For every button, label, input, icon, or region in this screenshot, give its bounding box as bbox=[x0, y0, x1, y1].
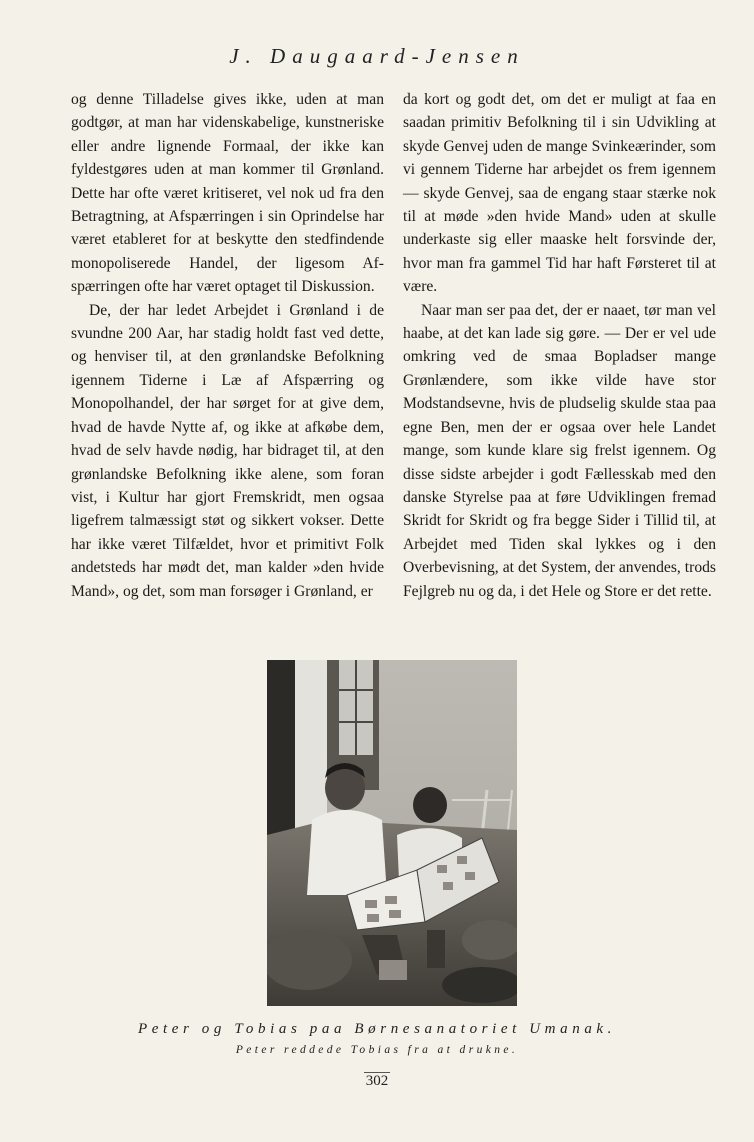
page-number bbox=[0, 1073, 754, 1090]
figure-subcaption: Peter reddede Tobias fra at drukne. bbox=[235, 1044, 519, 1056]
figure-caption: Peter og Tobias paa Børnesanatoriet Umanak. bbox=[137, 1021, 617, 1037]
paragraph: De, der har ledet Arbejdet i Grønland i de svundne 200 Aar, har stadig holdt fast ved dette, og henviser til, at den grønlandske Befolkning igennem Tiderne i Læ af Afspærring og Monopolhandel, der har sørget for at give dem, hvad de havde Nytte af, og ikke at afkøbe dem, hvad de selv havde nødig, har bidraget til, at den grønlandske Befolkning ikke alene, som foran vist, i Kultur har gjort Fremskridt, men ogsaa ligefrem talmæssigt støt og sikkert vokser. Dette har ikke været Tilfældet, hvor et primitivt Folk andetsteds har mødt det, man kalder »den hvide Mand», og det, som man forsøger i Grønland, er bbox=[71, 301, 384, 600]
photo-illustration bbox=[267, 660, 517, 1006]
running-header: J. Daugaard-Jensen bbox=[229, 44, 525, 68]
page-number-text: 302 bbox=[365, 1073, 389, 1089]
paragraph: og denne Tilladelse gives ikke, uden at man godtgør, at man har videnskabelige, kunstneriske eller andre lignende Formaal, der ikke kan fyldestgøres uden at man kommer til Grønland. Dette har ofte været kritiseret, vel nok ud fra den Betragtning, at Afspærringen i sin Oprindelse har været etableret for at beskytte den stedfindende monopoliserede Handel, der ligesom Afspærringen ofte har været optaget til Diskussion. bbox=[71, 91, 384, 296]
left-column bbox=[71, 88, 384, 603]
right-column bbox=[403, 88, 716, 603]
photograph bbox=[267, 660, 517, 1006]
paragraph: Naar man ser paa det, der er naaet, tør man vel haabe, at det kan lade sig gøre. — Der er vel ude omkring ved de smaa Bopladser mange Grønlændere, som ikke vilde have stor Modstandsevne, hvis de pludselig skulde staa paa egne Ben, men der er ogsaa over hele Landet mange, som kunde klare sig frelst igennem. Og disse sidste arbejder i godt Fællesskab med den danske Styrelse paa at føre Udviklingen fremad Skridt for Skridt og fra begge Sider i Tillid til, at Arbejdet med Tiden skal lykkes og i den Overbevisning, at det System, der anvendes, trods Fejlgreb nu og da, i det Hele og Store er det rette. bbox=[403, 301, 716, 600]
paragraph: da kort og godt det, om det er muligt at faa en saadan primitiv Befolkning til i sin Udvikling at skyde Genvej uden de mange Svinkeærinder, som vi gennem Tiderne har arbejdet os frem igennem — skyde Genvej, saa de engang staar stærke nok til at møde »den hvide Mand» uden at skulle underkaste sig eller maaske helt forsvinde der, hvor man fra gammel Tid har haft Førsteret til at være. bbox=[403, 91, 716, 296]
